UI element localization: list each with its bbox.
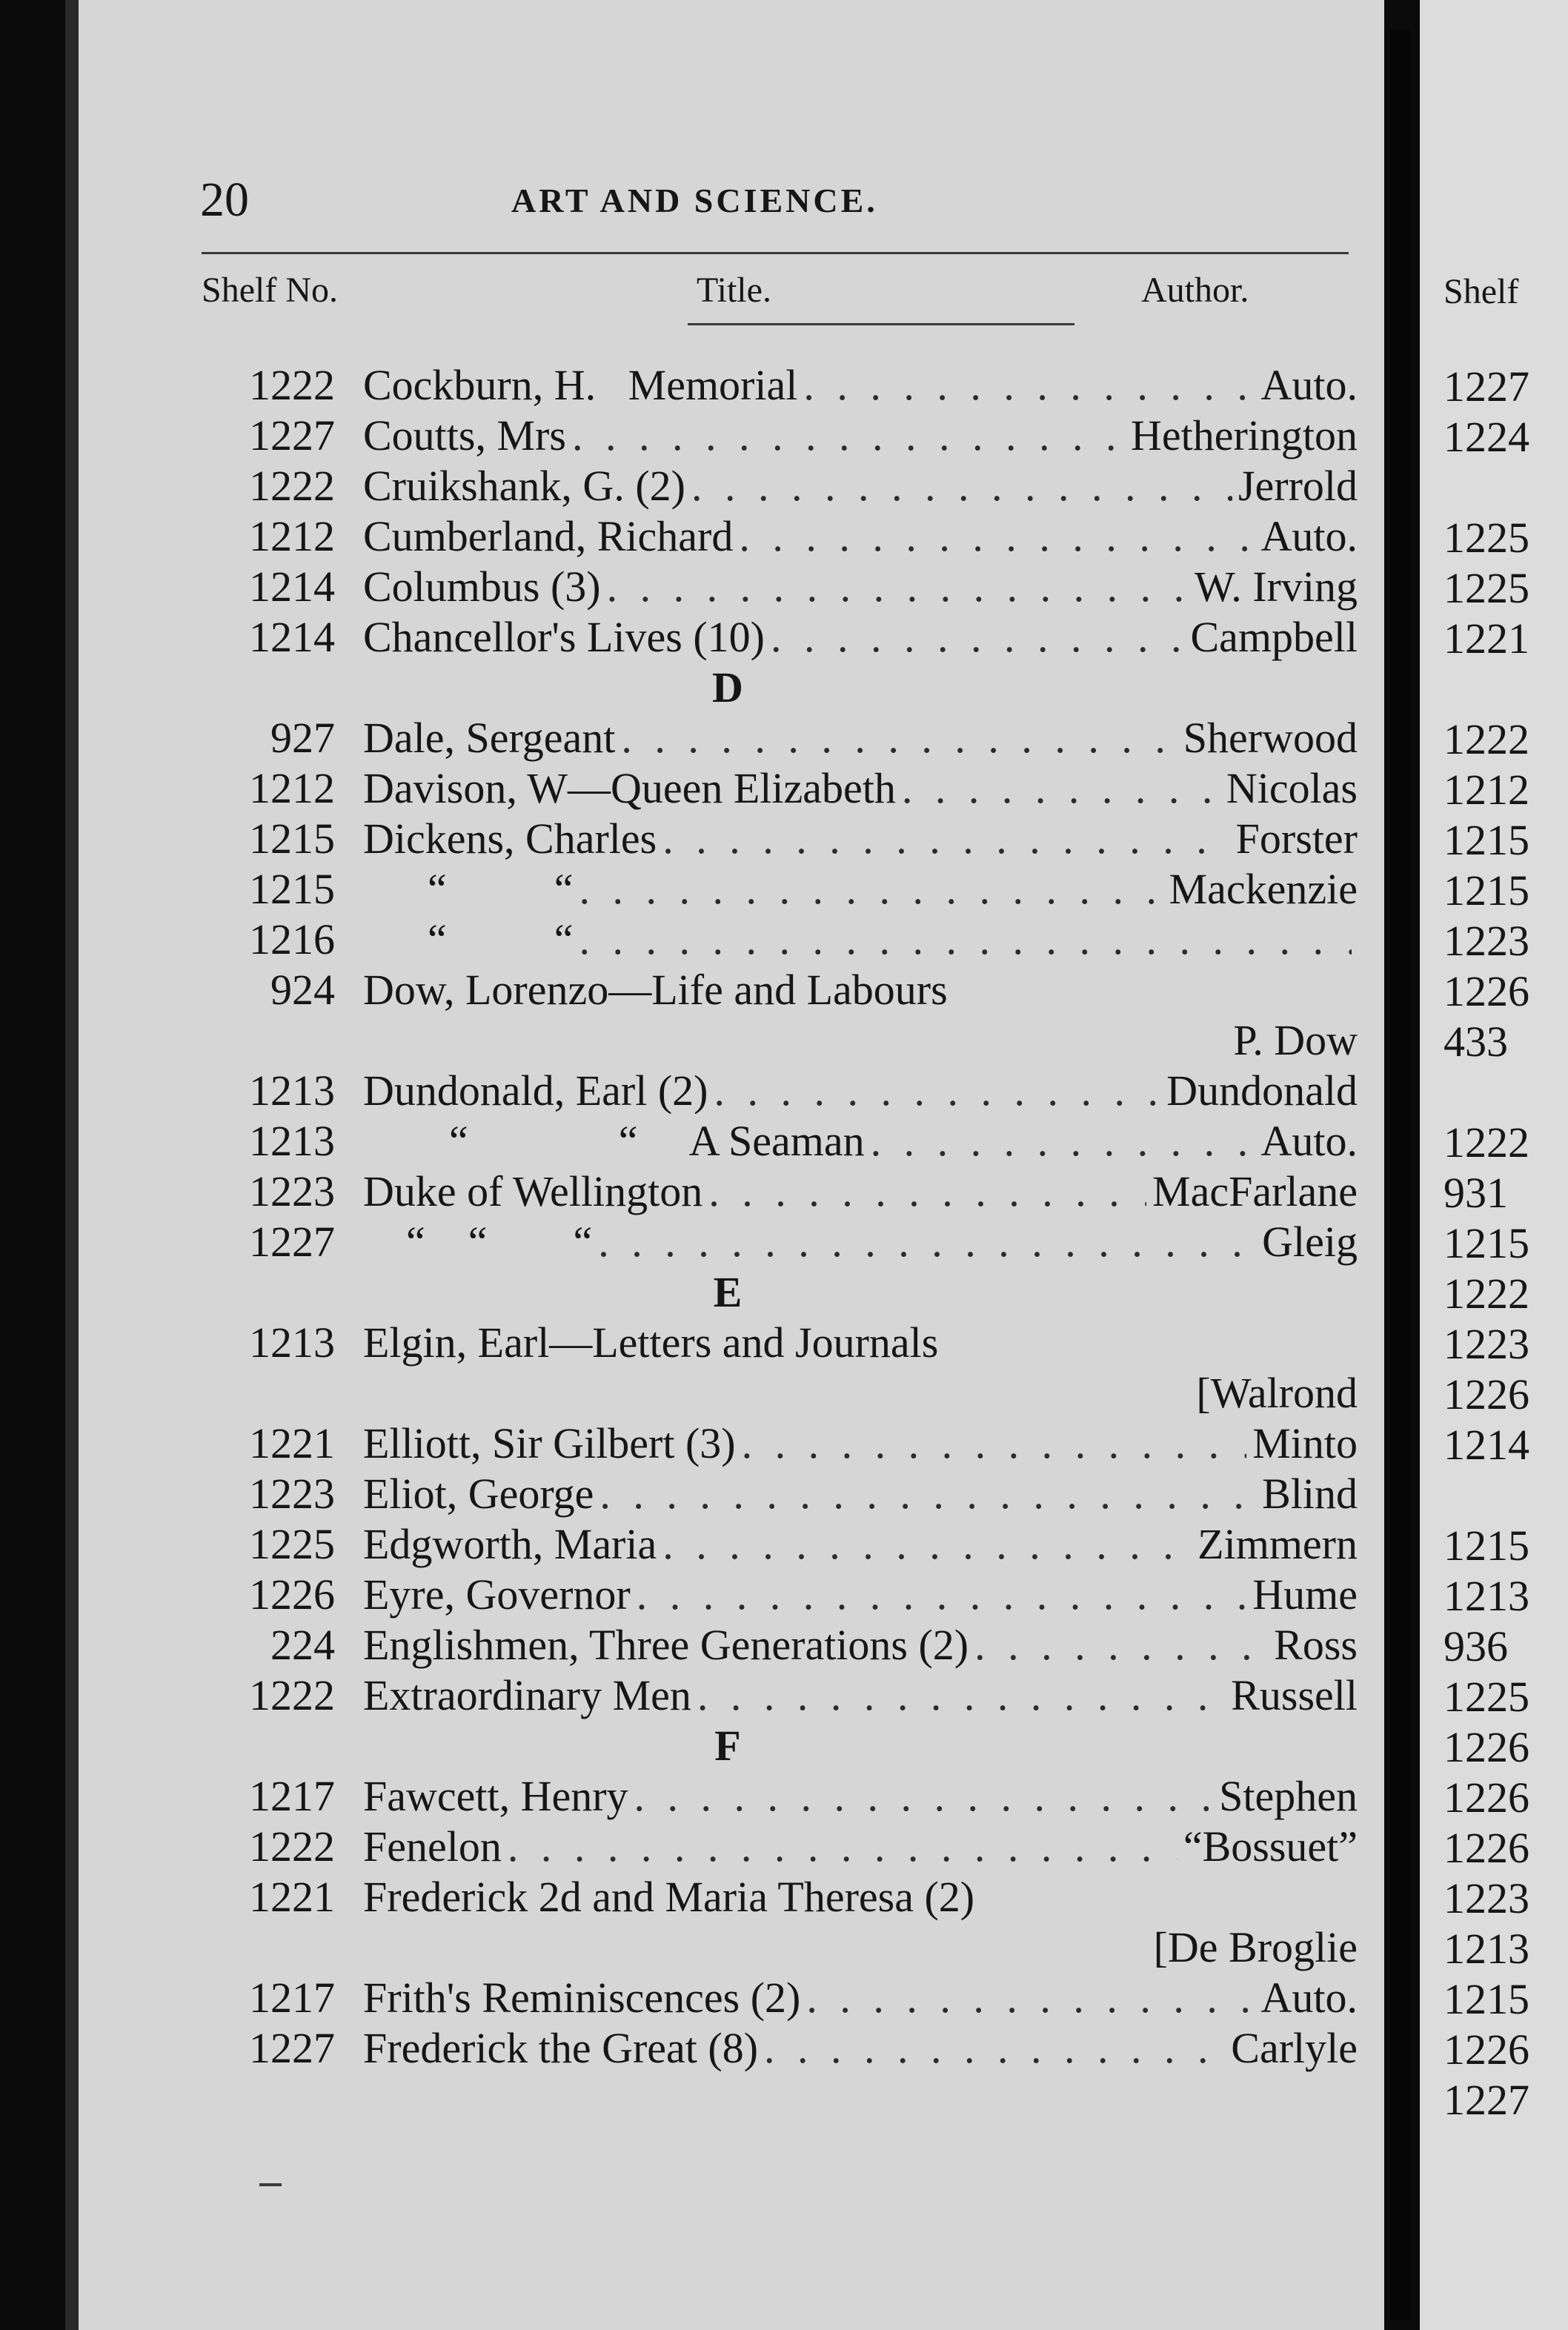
dot-leader bbox=[579, 864, 1163, 915]
entry-line bbox=[363, 511, 1358, 562]
entry-author: Sherwood bbox=[1183, 714, 1358, 762]
dot-leader bbox=[662, 1519, 1192, 1570]
title-underline bbox=[688, 323, 1074, 325]
catalogue-entry bbox=[202, 814, 1358, 864]
dot-leader bbox=[598, 1217, 1256, 1267]
right-page-shelf-number: 1222 bbox=[1444, 1118, 1529, 1166]
section-letter: F bbox=[714, 1722, 741, 1770]
entry-author: Carlyle bbox=[1231, 2024, 1358, 2072]
dot-leader bbox=[579, 915, 1352, 965]
entry-shelf-number: 224 bbox=[270, 1621, 335, 1669]
right-page-shelf-number: 1223 bbox=[1444, 917, 1529, 965]
catalogue-entry bbox=[202, 1620, 1358, 1670]
catalogue-entry bbox=[202, 713, 1358, 763]
entry-title: Columbus (3) bbox=[363, 562, 601, 611]
dot-leader bbox=[902, 763, 1220, 814]
dot-leader bbox=[697, 1670, 1225, 1721]
right-page-shelf-number: 1224 bbox=[1444, 413, 1529, 461]
catalogue-entry bbox=[202, 965, 1358, 1015]
catalogue-entry bbox=[202, 1116, 1358, 1166]
entry-shelf-number: 1222 bbox=[249, 361, 335, 409]
entry-shelf-number: 1217 bbox=[249, 1974, 335, 2022]
entry-author: W. Irving bbox=[1194, 562, 1358, 611]
dot-leader bbox=[871, 1116, 1255, 1166]
entry-title: Elliott, Sir Gilbert (3) bbox=[363, 1419, 736, 1467]
entry-line bbox=[363, 1670, 1358, 1721]
entry-author: Ross bbox=[1274, 1621, 1358, 1669]
dot-leader bbox=[806, 1973, 1255, 2023]
entry-title: Eliot, George bbox=[363, 1470, 594, 1518]
entry-title: Frederick the Great (8) bbox=[363, 2024, 759, 2072]
entry-shelf-number: 1222 bbox=[249, 462, 335, 510]
entry-shelf-number: 1225 bbox=[249, 1520, 335, 1568]
entry-line bbox=[363, 1771, 1358, 1822]
entry-author: Campbell bbox=[1190, 613, 1358, 661]
entry-title: Duke of Wellington bbox=[363, 1167, 703, 1215]
entry-title: Fenelon bbox=[363, 1822, 502, 1871]
entry-shelf-number: 1216 bbox=[249, 915, 335, 963]
section-letter: D bbox=[712, 663, 743, 711]
entry-shelf-number: 1227 bbox=[249, 1218, 335, 1266]
entry-title: “ “ “ bbox=[363, 1218, 593, 1266]
dot-leader bbox=[621, 713, 1177, 763]
entry-shelf-number: 1212 bbox=[249, 512, 335, 560]
right-page-shelf-number: 1215 bbox=[1444, 816, 1529, 864]
right-page-shelf-number: 1221 bbox=[1444, 614, 1529, 663]
entry-line bbox=[363, 360, 1358, 411]
entry-title: Englishmen, Three Generations (2) bbox=[363, 1621, 969, 1669]
running-head: ART AND SCIENCE. bbox=[511, 182, 878, 219]
catalogue-entry bbox=[202, 612, 1358, 663]
right-page-shelf-number: 1226 bbox=[1444, 1824, 1529, 1872]
catalogue-entry bbox=[202, 1570, 1358, 1620]
catalogue-entry bbox=[202, 1217, 1358, 1267]
column-heading-shelf: Shelf No. bbox=[202, 270, 338, 310]
entry-author: Jerrold bbox=[1238, 462, 1358, 510]
entry-shelf-number: 1213 bbox=[249, 1117, 335, 1165]
right-page-shelf-number: 1225 bbox=[1444, 514, 1529, 562]
entry-shelf-number: 1223 bbox=[249, 1470, 335, 1518]
entry-line bbox=[363, 864, 1358, 915]
catalogue-entry bbox=[202, 1519, 1358, 1570]
entry-title: Eyre, Governor bbox=[363, 1570, 631, 1619]
dot-leader bbox=[599, 1469, 1256, 1519]
entry-shelf-number: 924 bbox=[270, 966, 335, 1014]
entry-line bbox=[363, 1620, 1358, 1670]
entry-shelf-number: 1223 bbox=[249, 1167, 335, 1215]
right-page-shelf-number: 1226 bbox=[1444, 1723, 1529, 1771]
entry-line bbox=[363, 1973, 1358, 2023]
entry-title: Edgworth, Maria bbox=[363, 1520, 657, 1568]
entry-title: Elgin, Earl—Letters and Journals bbox=[363, 1318, 939, 1367]
entry-line bbox=[363, 1116, 1358, 1166]
entry-title: “ “ bbox=[363, 915, 574, 963]
right-page-shelf-number: 1212 bbox=[1444, 766, 1529, 814]
entry-continuation bbox=[202, 1368, 1358, 1418]
dot-leader bbox=[742, 1418, 1247, 1469]
right-page-shelf-number: 433 bbox=[1444, 1018, 1508, 1066]
header-rule bbox=[202, 252, 1349, 254]
catalogue-entry bbox=[202, 763, 1358, 814]
right-page-heading: Shelf bbox=[1444, 272, 1519, 311]
entry-title: Frederick 2d and Maria Theresa (2) bbox=[363, 1873, 975, 1921]
catalogue-entry bbox=[202, 915, 1358, 965]
entry-line bbox=[363, 1822, 1358, 1872]
catalogue-entry bbox=[202, 411, 1358, 461]
catalogue-entry bbox=[202, 1872, 1358, 1922]
entry-author: Auto. bbox=[1260, 1974, 1358, 2022]
entry-line bbox=[363, 1166, 1358, 1217]
entry-author: Stephen bbox=[1219, 1772, 1358, 1820]
entry-author: Gleig bbox=[1262, 1218, 1358, 1266]
catalogue-entry bbox=[202, 461, 1358, 511]
entry-author: Nicolas bbox=[1226, 764, 1358, 812]
entry-shelf-number: 1214 bbox=[249, 613, 335, 661]
right-page-shelf-number: 1215 bbox=[1444, 1219, 1529, 1267]
entry-title: Cumberland, Richard bbox=[363, 512, 734, 560]
right-page-shelf-number: 936 bbox=[1444, 1622, 1508, 1670]
entry-title: Coutts, Mrs bbox=[363, 411, 566, 459]
entry-line bbox=[363, 1318, 1358, 1368]
dot-leader bbox=[691, 461, 1232, 511]
entry-shelf-number: 1222 bbox=[249, 1822, 335, 1871]
entry-author: Auto. bbox=[1260, 361, 1358, 409]
catalogue-entry bbox=[202, 1418, 1358, 1469]
dot-leader bbox=[572, 411, 1125, 461]
entry-shelf-number: 1214 bbox=[249, 562, 335, 611]
entry-shelf-number: 1217 bbox=[249, 1772, 335, 1820]
entry-title: Fawcett, Henry bbox=[363, 1772, 628, 1820]
dot-leader bbox=[974, 1620, 1268, 1670]
entry-line bbox=[363, 562, 1358, 612]
entry-line bbox=[363, 814, 1358, 864]
right-page-shelf-number: 1226 bbox=[1444, 967, 1529, 1015]
entry-title: “ “ bbox=[363, 865, 574, 913]
catalogue-entries bbox=[202, 360, 1358, 2074]
entry-author: Mackenzie bbox=[1169, 865, 1358, 913]
entry-title: Cockburn, H. Memorial bbox=[363, 361, 798, 409]
entry-author: [De Broglie bbox=[1153, 1923, 1358, 1971]
catalogue-entry bbox=[202, 2023, 1358, 2074]
entry-author: [Walrond bbox=[1196, 1369, 1358, 1417]
entry-author: Auto. bbox=[1260, 1117, 1358, 1165]
entry-shelf-number: 1213 bbox=[249, 1066, 335, 1115]
entry-shelf-number: 1227 bbox=[249, 411, 335, 459]
dot-leader bbox=[708, 1166, 1146, 1217]
right-page-shelf-number: 1222 bbox=[1444, 1269, 1529, 1318]
page-edge bbox=[65, 0, 79, 2330]
entry-author: Hume bbox=[1252, 1570, 1358, 1619]
right-page-shelf-number: 1214 bbox=[1444, 1421, 1529, 1469]
entry-shelf-number: 1221 bbox=[249, 1873, 335, 1921]
entry-author: Zimmern bbox=[1197, 1520, 1358, 1568]
dot-leader bbox=[637, 1570, 1247, 1620]
catalogue-entry bbox=[202, 1822, 1358, 1872]
right-page-shelf-number: 1225 bbox=[1444, 564, 1529, 612]
entry-line bbox=[363, 1418, 1358, 1469]
entry-continuation bbox=[202, 1015, 1358, 1066]
entry-line bbox=[363, 1872, 1358, 1922]
catalogue-entry bbox=[202, 562, 1358, 612]
right-page-shelf-number: 1213 bbox=[1444, 1925, 1529, 1973]
entry-line bbox=[363, 461, 1358, 511]
entry-author: Blind bbox=[1262, 1470, 1358, 1518]
column-heading-title: Title. bbox=[697, 270, 771, 310]
right-page-shelf-number: 1227 bbox=[1444, 2076, 1529, 2124]
right-page-shelf-number: 1226 bbox=[1444, 2025, 1529, 2074]
entry-line bbox=[363, 1469, 1358, 1519]
right-page-shelf-number: 1226 bbox=[1444, 1370, 1529, 1418]
catalogue-entry bbox=[202, 1066, 1358, 1116]
column-heading-author: Author. bbox=[1141, 270, 1249, 310]
entry-shelf-number: 1215 bbox=[249, 865, 335, 913]
right-page-shelf-number: 1215 bbox=[1444, 1521, 1529, 1570]
entry-line bbox=[363, 1217, 1358, 1267]
entry-title: Extraordinary Men bbox=[363, 1671, 691, 1719]
page-number: 20 bbox=[200, 173, 249, 227]
entry-title: Chancellor's Lives (10) bbox=[363, 613, 765, 661]
entry-author: P. Dow bbox=[1233, 1016, 1358, 1064]
section-letter: E bbox=[713, 1268, 743, 1316]
entry-title: Davison, W—Queen Elizabeth bbox=[363, 764, 896, 812]
entry-author: Forster bbox=[1235, 814, 1358, 863]
entry-title: Frith's Reminiscences (2) bbox=[363, 1974, 801, 2022]
entry-line bbox=[363, 1519, 1358, 1570]
entry-title: Cruikshank, G. (2) bbox=[363, 462, 685, 510]
entry-author: MacFarlane bbox=[1152, 1167, 1358, 1215]
catalogue-entry bbox=[202, 1166, 1358, 1217]
entry-author: “Bossuet” bbox=[1183, 1822, 1358, 1871]
book-gutter bbox=[1390, 30, 1411, 2320]
catalogue-entry bbox=[202, 864, 1358, 915]
catalogue-entry bbox=[202, 1771, 1358, 1822]
right-page-shelf-number: 1222 bbox=[1444, 715, 1529, 763]
dot-leader bbox=[508, 1822, 1177, 1872]
entry-title: Dickens, Charles bbox=[363, 814, 657, 863]
entry-line bbox=[363, 965, 1358, 1015]
dot-leader bbox=[662, 814, 1229, 864]
catalogue-entry bbox=[202, 360, 1358, 411]
entry-continuation bbox=[202, 1922, 1358, 1973]
right-page-shelf-number: 1223 bbox=[1444, 1874, 1529, 1922]
dot-leader bbox=[714, 1066, 1160, 1116]
entry-shelf-number: 927 bbox=[270, 714, 335, 762]
right-page-shelf-number: 1225 bbox=[1444, 1673, 1529, 1721]
entry-shelf-number: 1221 bbox=[249, 1419, 335, 1467]
entry-shelf-number: 1222 bbox=[249, 1671, 335, 1719]
dot-leader bbox=[764, 2023, 1225, 2074]
entry-shelf-number: 1215 bbox=[249, 814, 335, 863]
entry-title: Dundonald, Earl (2) bbox=[363, 1066, 708, 1115]
entry-line bbox=[363, 763, 1358, 814]
entry-line bbox=[363, 915, 1358, 965]
entry-line bbox=[363, 1066, 1358, 1116]
catalogue-entry bbox=[202, 1318, 1358, 1368]
entry-title: Dale, Sergeant bbox=[363, 714, 616, 762]
dot-leader bbox=[739, 511, 1255, 562]
catalogue-entry bbox=[202, 1973, 1358, 2023]
entry-line bbox=[363, 2023, 1358, 2074]
entry-line bbox=[363, 713, 1358, 763]
entry-author: Minto bbox=[1252, 1419, 1358, 1467]
dot-leader bbox=[634, 1771, 1214, 1822]
right-page-shelf-number: 1215 bbox=[1444, 1975, 1529, 2023]
dot-leader bbox=[607, 562, 1189, 612]
right-page-shelf-number: 1227 bbox=[1444, 362, 1529, 411]
dot-leader bbox=[771, 612, 1185, 663]
entry-title: Dow, Lorenzo—Life and Labours bbox=[363, 966, 948, 1014]
catalogue-entry bbox=[202, 1670, 1358, 1721]
right-page-shelf-number: 931 bbox=[1444, 1169, 1508, 1217]
entry-line bbox=[363, 612, 1358, 663]
entry-shelf-number: 1212 bbox=[249, 764, 335, 812]
entry-author: Dundonald bbox=[1166, 1066, 1358, 1115]
entry-line bbox=[363, 411, 1358, 461]
entry-line bbox=[363, 1570, 1358, 1620]
right-page-shelf-number: 1226 bbox=[1444, 1773, 1529, 1822]
dot-leader bbox=[803, 360, 1255, 411]
entry-author: Hetherington bbox=[1130, 411, 1358, 459]
entry-title: “ “ A Seaman bbox=[363, 1117, 865, 1165]
entry-shelf-number: 1226 bbox=[249, 1570, 335, 1619]
catalogue-entry bbox=[202, 511, 1358, 562]
catalogue-entry bbox=[202, 1469, 1358, 1519]
entry-author: Russell bbox=[1231, 1671, 1358, 1719]
right-page-shelf-number: 1223 bbox=[1444, 1320, 1529, 1368]
page-mark bbox=[259, 2183, 282, 2186]
entry-author: Auto. bbox=[1260, 512, 1358, 560]
entry-shelf-number: 1213 bbox=[249, 1318, 335, 1367]
entry-shelf-number: 1227 bbox=[249, 2024, 335, 2072]
right-page-shelf-number: 1213 bbox=[1444, 1572, 1529, 1620]
right-page-shelf-number: 1215 bbox=[1444, 866, 1529, 915]
